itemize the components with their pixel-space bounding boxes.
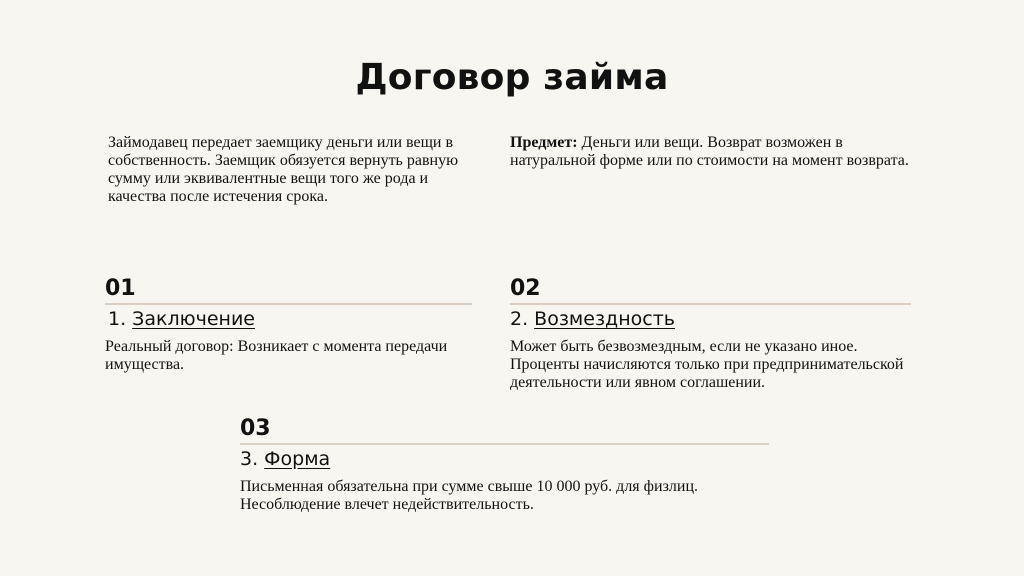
card-heading xyxy=(240,446,769,472)
compensation-link[interactable]: Возмездность xyxy=(534,308,675,330)
card-number: 03 xyxy=(240,416,271,441)
conclusion-link[interactable]: Заключение xyxy=(132,308,255,330)
card-body: Письменная обязательна при сумме свыше 10 000 руб. для физлиц. Несоблюдение влечет недействительность. xyxy=(240,478,699,513)
form-link[interactable]: Форма xyxy=(264,448,331,470)
card-body: Реальный договор: Возникает с момента передачи имущества. xyxy=(105,338,448,373)
card-form xyxy=(240,416,769,514)
intro-left-text: Займодавец передает заемщику деньги или вещи в собственность. Заемщик обязуется вернуть равную сумму или эквивалентные вещи того же рода и качества после истечения срока. xyxy=(108,134,459,205)
card-divider xyxy=(510,303,911,305)
card-heading-prefix: 3. xyxy=(240,448,265,470)
card-number: 01 xyxy=(105,276,136,301)
card-heading-prefix: 1. xyxy=(108,308,133,330)
card-heading-prefix: 2. xyxy=(510,308,535,330)
card-body: Может быть безвозмездным, если не указано иное. Проценты начисляются только при предпринимательской деятельности или явном соглашении. xyxy=(510,338,904,391)
intro-right-text xyxy=(510,134,930,170)
subject-label: Предмет: xyxy=(510,134,578,151)
card-conclusion xyxy=(105,276,472,374)
card-heading xyxy=(510,306,911,332)
card-divider xyxy=(240,443,769,445)
subject-text: Деньги или вещи. Возврат возможен в натуральной форме или по стоимости на момент возврата. xyxy=(510,134,909,169)
card-heading xyxy=(105,306,472,332)
page-title: Договор займа xyxy=(355,57,669,98)
card-divider xyxy=(105,303,472,305)
card-number: 02 xyxy=(510,276,541,301)
card-compensation xyxy=(510,276,911,392)
